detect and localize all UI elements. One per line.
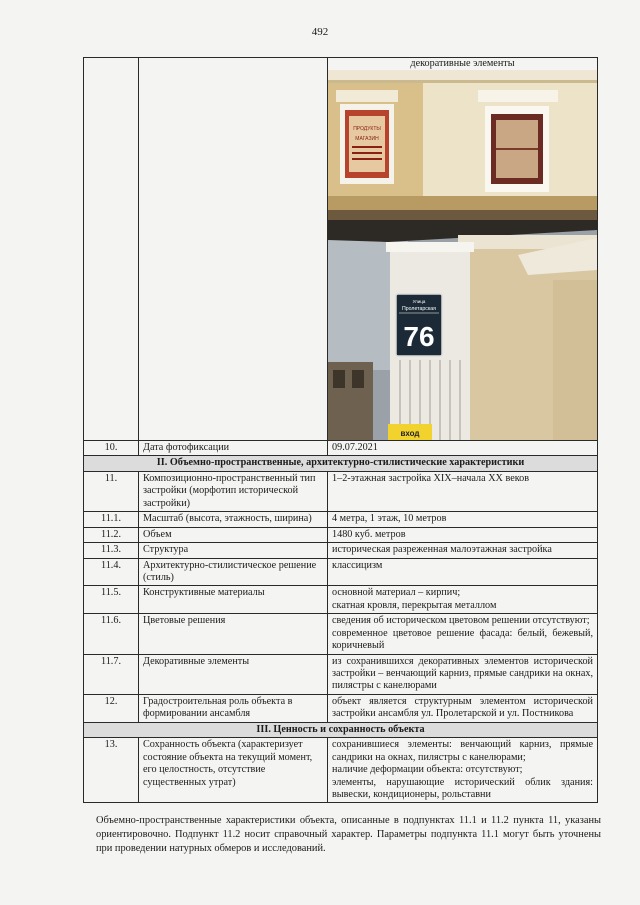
table-row xyxy=(84,512,598,527)
section-header: III. Ценность и сохранность объекта xyxy=(84,722,598,737)
value-line: 1–2-этажная застройка XIX–начала XX веков xyxy=(332,472,530,484)
table-row xyxy=(84,654,598,694)
row-value xyxy=(328,471,598,511)
row-number: 11.4. xyxy=(84,558,139,586)
value-line: основной материал – кирпич; xyxy=(332,587,461,599)
value-line: классицизм xyxy=(332,559,383,571)
page-number: 492 xyxy=(311,26,329,38)
row-value xyxy=(328,512,598,527)
table-row xyxy=(84,471,598,511)
row-value xyxy=(328,441,598,456)
photo-row xyxy=(84,58,598,441)
row-parameter-name: Объем xyxy=(139,527,328,542)
row-parameter-name: Дата фотофиксации xyxy=(139,441,328,456)
footer-note: Объемно-пространственные характеристики объекта, описанные в подпунктах 11.1 и 11.2 пункта 11, указаны ориентировочно. Подпункт 11.2 носит справочный характер. Параметры подпункта 11.1 могут быть уточнены при проведении натурных обмеров и исследований. xyxy=(96,815,601,855)
poster-line-2: МАГАЗИН xyxy=(355,136,379,142)
row-parameter-name: Конструктивные материалы xyxy=(139,586,328,614)
photo-caption: декоративные элементы xyxy=(410,58,515,69)
row-value xyxy=(328,654,598,694)
photo-row-name-cell xyxy=(139,58,328,441)
table-row xyxy=(84,441,598,456)
row-number: 11.2. xyxy=(84,527,139,542)
value-line: элементы, нарушающие исторический облик здания: вывески, кондиционеры, рольставни xyxy=(332,776,593,800)
value-line: объект является структурным элементом исторической застройки ансамбля ул. Пролетарской и ул. Постникова xyxy=(332,695,593,720)
row-number: 11.3. xyxy=(84,543,139,558)
characteristics-table xyxy=(83,57,598,803)
section-header-row xyxy=(84,456,598,471)
row-number: 10. xyxy=(84,441,139,456)
section-header-row xyxy=(84,722,598,737)
section-header: II. Объемно-пространственные, архитектурно-стилистические характеристики xyxy=(84,456,598,471)
facade-photo-illustration xyxy=(328,70,597,440)
plate-street-label: Пролетарская xyxy=(402,306,436,312)
facade-photos xyxy=(328,70,597,440)
row-parameter-name: Декоративные элементы xyxy=(139,654,328,694)
plate-number-label: 76 xyxy=(403,321,435,352)
table-row xyxy=(84,614,598,654)
row-value xyxy=(328,614,598,654)
poster-line-1: ПРОДУКТЫ xyxy=(353,126,381,132)
value-line: современное цветовое решение фасада: белый, бежевый, коричневый xyxy=(332,627,593,652)
table-row xyxy=(84,738,598,803)
row-number: 13. xyxy=(84,738,139,803)
table-row xyxy=(84,586,598,614)
row-parameter-name: Структура xyxy=(139,543,328,558)
table-row xyxy=(84,543,598,558)
value-line: сведения об историческом цветовом решении отсутствуют; xyxy=(332,615,590,627)
row-parameter-name: Архитектурно-стилистическое решение (стиль) xyxy=(139,558,328,586)
plate-top-label: Улица xyxy=(412,299,426,304)
value-line: скатная кровля, перекрытая металлом xyxy=(332,599,497,611)
value-line: 4 метра, 1 этаж, 10 метров xyxy=(332,513,447,525)
row-value xyxy=(328,694,598,722)
photo-row-num-cell xyxy=(84,58,139,441)
table-row xyxy=(84,527,598,542)
value-line: историческая разреженная малоэтажная застройка xyxy=(332,544,552,556)
row-number: 11. xyxy=(84,471,139,511)
photo-cell xyxy=(328,58,598,441)
row-parameter-name: Масштаб (высота, этажность, ширина) xyxy=(139,512,328,527)
row-parameter-name: Сохранность объекта (характеризует состояние объекта на текущий момент, его целостность, отсутствие существенных утрат) xyxy=(139,738,328,803)
row-value xyxy=(328,527,598,542)
row-number: 12. xyxy=(84,694,139,722)
photo-bottom xyxy=(328,220,597,440)
row-parameter-name: Композиционно-пространственный тип застройки (морфотип исторической застройки) xyxy=(139,471,328,511)
value-line: наличие деформации объекта: отсутствуют; xyxy=(332,764,523,776)
row-number: 11.5. xyxy=(84,586,139,614)
door-sign-label: вход xyxy=(400,429,420,438)
value-line: 09.07.2021 xyxy=(332,442,378,453)
table-row xyxy=(84,694,598,722)
row-value xyxy=(328,738,598,803)
row-number: 11.7. xyxy=(84,654,139,694)
row-value xyxy=(328,558,598,586)
row-number: 11.6. xyxy=(84,614,139,654)
photo-top xyxy=(328,70,597,220)
row-parameter-name: Градостроительная роль объекта в формировании ансамбля xyxy=(139,694,328,722)
value-line: из сохранившихся декоративных элементов исторической застройки – венчающий карниз, прямые сандрики на окнах, пилястры с канелюрами xyxy=(332,655,593,692)
row-parameter-name: Цветовые решения xyxy=(139,614,328,654)
row-value xyxy=(328,543,598,558)
value-line: сохранившиеся элементы: венчающий карниз, прямые сандрики на окнах, пилястры с канелюрами; xyxy=(332,739,593,763)
row-value xyxy=(328,586,598,614)
row-number: 11.1. xyxy=(84,512,139,527)
value-line: 1480 куб. метров xyxy=(332,528,406,540)
table-row xyxy=(84,558,598,586)
